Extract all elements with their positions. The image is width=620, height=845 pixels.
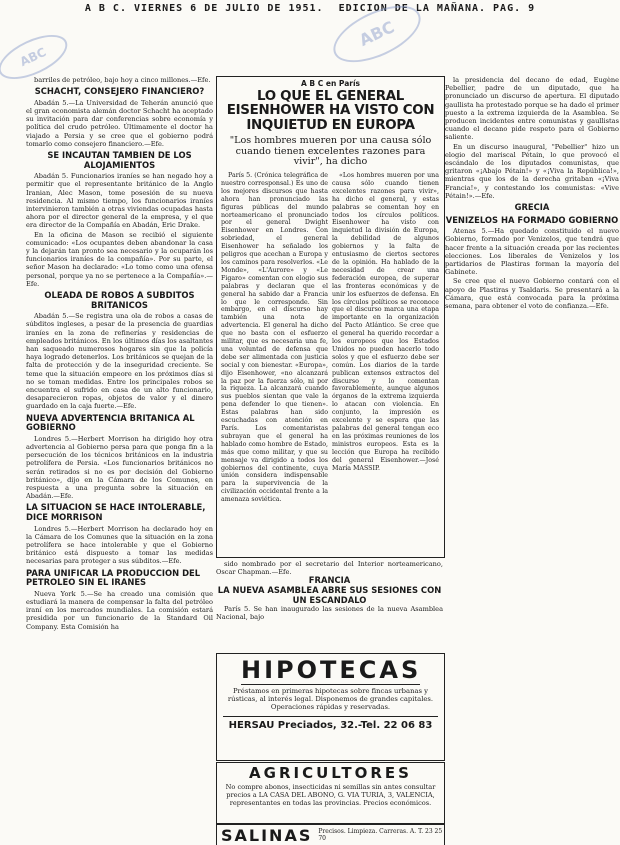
headline-asamblea: LA NUEVA ASAMBLEA ABRE SUS SESIONES CON UN ESCANDALO xyxy=(217,585,442,605)
ad-agricultores-title: AGRICULTORES xyxy=(249,764,412,782)
ad-agricultores xyxy=(216,762,445,824)
paragraph: la presidencia del decano de edad, Eugène Pebellier, padre de un diputado, que ha pronunciado un discurso de apertura. El diputado gaullista ha protestado porque se ha dado el primer puesto a la extrema izquierda de la Asamblea. Se producen incidentes entre comunistas y gaullistas cuando el decano pide respeto para el Gobierno saliente. xyxy=(445,76,619,142)
paragraph: Abadán 5.—La Universidad de Teherán anunció que el gran economista alemán doctor Schacht ha aceptado su invitación para dar conferencias sobre economía y política del crudo petróleo. Últimamente el doctor ha viajado a Persia y se cree que el gobierno podrá tomarlo como consejero financiero.—Efe. xyxy=(26,98,213,148)
paragraph: Atenas 5.—Ha quedado constituido el nuevo Gobierno, formado por Venizelos, que tendrá que hacer frente a la situación creada por las recientes elecciones. Los liberales de Venizelos y los partidarios de Plastiras forman la mayoría del Gabinete. xyxy=(445,227,619,277)
paragraph: París 5. Se han inaugurado las sesiones de la nueva Asamblea Nacional, bajo xyxy=(216,605,443,622)
paragraph: En la oficina de Mason se recibió el siguiente comunicado: «Los ocupantes deben abandonar la casa y la dejarán tan pronto sea necesario y la ocuparán los funcionarios iraníes de la compañía». Por su parte, el señor Mason ha declarado: «Lo tomo como una ofensa personal, porque ya no se pertenece a la Compañía».—Efe. xyxy=(26,230,213,288)
article-column-right: «Los hombres mueren por una causa sólo cuando tienen excelentes razones para vivir», ha dicho el general, y estas palabras se comentan hoy en todos los círculos políticos. Eisenhower ha visto con inquietud la división de Europa, la debilidad de algunos gobiernos y la falta de entusiasmo de ciertos sectores de la opinión. Ha hablado de la necesidad de crear una federación europea, de superar las fronteras económicas y de unir los esfuerzos de defensa. En los círculos políticos se reconoce que el discurso marca una etapa importante en la organización del Pacto Atlántico. Se cree que el general ha querido recordar a los europeos que los Estados Unidos no pueden hacerlo todo solos y que el esfuerzo debe ser común. Los diarios de la tarde publican extensos extractos del discurso y lo comentan favorablemente, aunque algunos órganos de la extrema izquierda lo atacan con violencia. En conjunto, la impresión es excelente y se espera que las palabras del general tengan eco en las próximas reuniones de los ministros europeos. Esta es la lección que Europa ha recibido del general Eisenhower.—José María MASSIP. xyxy=(332,172,439,472)
section-head-grecia: GRECIA xyxy=(514,202,550,213)
ad-hipotecas xyxy=(216,653,445,761)
left-column xyxy=(26,76,213,836)
article-headline: LO QUE EL GENERAL EISENHOWER HA VISTO CON INQUIETUD EN EUROPA xyxy=(226,89,435,133)
article-source: A B C en París xyxy=(301,79,360,88)
ad-salinas xyxy=(216,824,445,845)
ad-salinas-title: SALINAS xyxy=(221,825,313,845)
paragraph: Nueva York 5.—Se ha creado una comisión que estudiará la manera de compensar la falta del petróleo iraní en los mercados mundiales. La comisión estará presidida por un funcionario de la Standard Oil Company. Esta Comisión ha xyxy=(26,589,213,631)
ad-hipotecas-footer: HERSAU Preciados, 32.-Tel. 22 06 83 xyxy=(223,716,438,731)
ad-hipotecas-title: HIPOTECAS xyxy=(241,656,422,684)
headline-petroleo: PARA UNIFICAR LA PRODUCCION DEL PETROLEO SIN EL IRANES xyxy=(26,567,201,588)
header-left: A B C. VIERNES 6 DE JULIO DE 1951. xyxy=(84,3,324,14)
article-column-left: París 5. (Crónica telegráfica de nuestro corresponsal.) Es uno de los mejores discursos que hasta ahora han pronunciado las figuras públicas del mundo norteamericano el pronunciado por el general Dwight Eisenhower en Londres. Con sobriedad, el general Eisenhower ha señalado los peligros que acechan a Europa y los caminos para resolverlos. «Le Monde», «L'Aurore» y «Le Figaro» comentan con elogio sus palabras y declaran que el general ha sabido dar a Francia lo que le corresponde. Sin embargo, en el discurso hay también una nota de advertencia. El general ha dicho que no basta con el esfuerzo militar, que es necesaria una fe, una voluntad de defensa que debe ser alimentada con justicia social y con bienestar. «Europa», dijo Eisenhower, «no alcanzará la paz por la fuerza sólo, ni por la riqueza. La alcanzará cuando sus pueblos sientan que vale la pena defender lo que tienen». Estas palabras han sido escuchadas con atención en París. Los comentaristas subrayan que el general ha hablado como hombre de Estado, más que como militar, y que su mensaje va dirigido a todos los gobiernos del continente, cuya unión considera indispensable para la supervivencia de la civilización occidental frente a la amenaza soviética. xyxy=(221,172,328,504)
headline-venizelos: VENIZELOS HA FORMADO GOBIERNO xyxy=(445,214,619,225)
headline-schacht: SCHACHT, CONSEJERO FINANCIERO? xyxy=(34,86,205,97)
headline-advertencia: NUEVA ADVERTENCIA BRITANICA AL GOBIERNO xyxy=(26,412,195,433)
paragraph: En un discurso inaugural, "Pebellier" hizo un elogio del mariscal Pétain, lo que provocó el escándalo de los diputados comunistas, que gritaron «¡Abajo Pétain!» y «¡Viva la República!», mientras que los de la derecha gritaban «¡Viva Francia!», y contestando los comunistas: «Vive Pétain!».—Efe. xyxy=(445,142,619,200)
paragraph: Londres 5.—Herbert Morrison ha dirigido hoy otra advertencia al Gobierno persa para que ponga fin a la persecución de los técnicos británicos en la industria petrolífera de Persia. «Los funcionarios británicos no serán retirados si no es por decisión del Gobierno británico», dijo en la Cámara de los Comunes, en respuesta a una pregunta sobre la situación en Abadán.—Efe. xyxy=(26,434,213,501)
headline-alojamientos: SE INCAUTAN TAMBIEN DE LOS ALOJAMIENTOS xyxy=(47,150,192,170)
paragraph: barriles de petróleo, bajo hoy a cinco millones.—Efe. xyxy=(34,76,211,84)
page-header xyxy=(0,0,620,18)
ad-agricultores-body: No compre abonos, insecticidas ni semillas sin antes consultar precios a LA CASA DEL ABONO, G. VIA TURIA, 3, VALENCIA, representantes en todas las provincias. Precios económicos. xyxy=(225,783,436,807)
library-stamp-right: ABC xyxy=(325,0,429,74)
headline-morrison: LA SITUACION SE HACE INTOLERABLE, DICE MORRISON xyxy=(26,502,206,523)
right-column xyxy=(445,76,619,836)
section-head-francia: FRANCIA xyxy=(308,575,351,586)
paragraph: Abadán 5.—Se registra una ola de robos a casas de súbditos ingleses, a pesar de la presencia de guardias iraníes en la zona de refinerías y residencias de empleados británicos. En los últimos días los asaltantes han saqueado numerosos hogares sin que la policía haya logrado detenerlos. Los británicos se quejan de la falta de protección y de la inseguridad creciente. Se teme que la situación empeore en los próximos días si no se toman medidas. Entre los principales robos se encuentra el sufrido en casa de un alto funcionario, desaparecieron ropas, objetos de valor y el dinero guardado en la caja fuerte.—Efe. xyxy=(26,312,213,411)
article-subheadline: "Los hombres mueren por una causa sólo cuando tienen excelentes razones para vivir", ha dicho xyxy=(229,135,432,168)
paragraph: Abadán 5. Funcionarios iraníes se han negado hoy a permitir que el representante británico de la Anglo Iranian, Alec Mason, tome posesión de su nueva residencia. Al mismo tiempo, los funcionarios iraníes intervinieron también a otras viviendas ocupadas hasta ahora por el director general de la empresa, y el que era director de la Compañía en Abadán, Eric Drake. xyxy=(26,172,213,230)
paragraph: Se cree que el nuevo Gobierno contará con el apoyo de Plastiras y Tsaldaris. Se presentará a la Cámara, que está convocada para la próxima semana, para obtener el voto de confianza.—Efe. xyxy=(445,277,619,311)
ad-salinas-body: Precisos. Limpieza. Carreras. A. T. 23 25 70 xyxy=(318,828,443,842)
center-lower-news xyxy=(216,560,443,622)
paragraph: sido nombrado por el secretario del Interior norteamericano, Oscar Chapman.—Efe. xyxy=(216,560,443,577)
eisenhower-article-box xyxy=(216,76,445,558)
headline-robos: OLEADA DE ROBOS A SUBDITOS BRITANICOS xyxy=(44,290,195,310)
ad-hipotecas-body: Préstamos en primeras hipotecas sobre fincas urbanas y rústicas, al interés legal. Disponemos de grandes capitales. Operaciones rápidas y reservadas. xyxy=(227,687,434,712)
header-right: EDICION DE LA MAÑANA. PAG. 9 xyxy=(338,3,536,14)
paragraph: Londres 5.—Herbert Morrison ha declarado hoy en la Cámara de los Comunes que la situación en la zona petrolífera se hace intolerable y que el Gobierno británico está dispuesto a tomar las medidas necesarias para proteger a sus súbditos.—Efe. xyxy=(26,524,213,566)
library-stamp-left: ABC xyxy=(0,26,74,88)
